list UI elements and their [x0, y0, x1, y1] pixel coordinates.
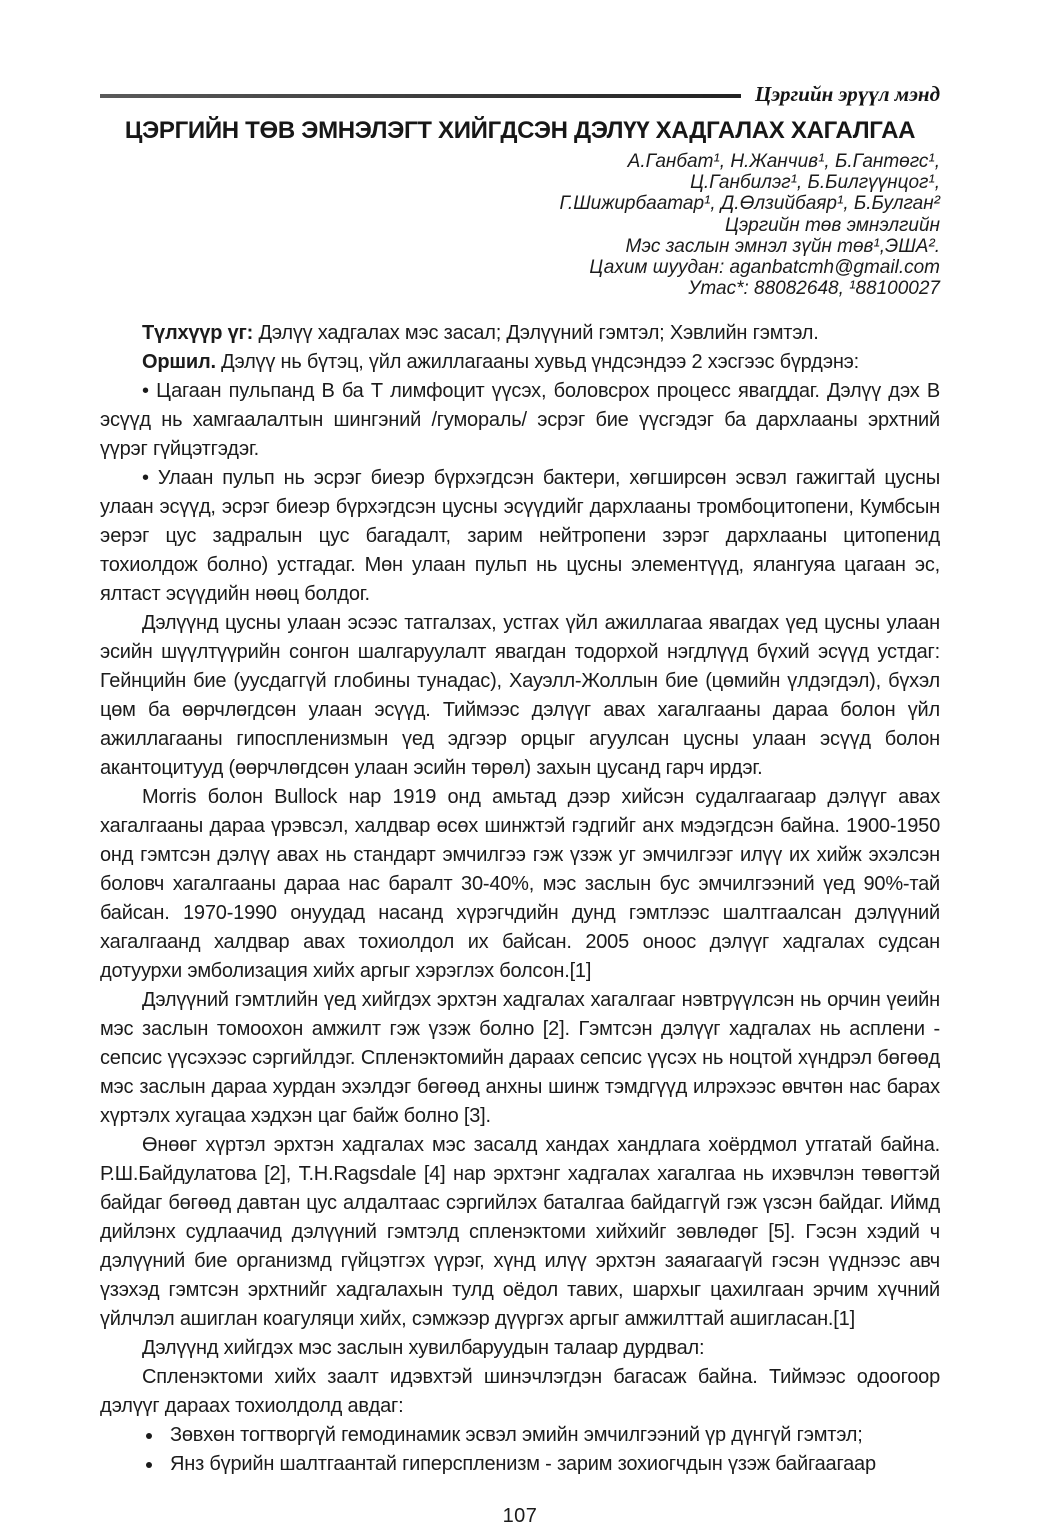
article-body — [100, 319, 940, 1479]
author-line: А.Ганбат¹, Н.Жанчив¹, Б.Гантөгс¹, — [627, 151, 940, 172]
keywords-label: Түлхүүр үг: — [142, 322, 254, 345]
journal-header — [100, 82, 940, 107]
author-line: Ц.Ганбилэг¹, Б.Билгүүнцог¹, — [690, 172, 940, 194]
affiliation-line: Мэс заслын эмнэл зүйн төв¹,ЭША². — [625, 235, 940, 257]
indication-list — [100, 1421, 940, 1479]
body-paragraph: Дэлүүнд хийгдэх мэс заслын хувилбаруудын талаар дурдвал: — [142, 1337, 705, 1360]
intro-text: Дэлүү нь бүтэц, үйл ажиллагааны хувьд үндсэндээ 2 хэсгээс бүрдэнэ: — [221, 351, 860, 374]
body-paragraph: Өнөөг хүртэл эрхтэн хадгалах мэс засалд хандах хандлага хоёрдмол утгатай байна. Р.Ш.Байдулатова [2], T.H.Ragsdale [4] нар эрхтэнг хадгалах хагалгаа нь ихэвчлэн төвөгтэй байдаг бөгөөд давтан цус алдалтаас сэргийлэх баталгаа байдаггүй гэж үзсэн байдаг. Иймд дийлэнх судлаачид дэлүүний гэмтэлд спленэктоми хийхийг зөвлөдөг [5]. Гэсэн хэдий ч дэлүүний бие организмд гүйцэтгэх үүрэг, хүнд илүү эрхтэн заяагаагүй гэсэн үүднээс авч үзэхэд гэмтсэн эрхтнийг хадгалахын тулд оёдол тавих, шархыг цахилгаан эрчим хүчний үйлчлэл ашиглан коагуляци хийх, сэмжээр дүүргэх аргыг амжилттай ашигласан.[1] — [100, 1134, 940, 1331]
body-paragraph: Дэлүүнд цусны улаан эсээс татгалзах, устгах үйл ажиллагаа явагдах үед цусны улаан эсийн шүүлтүүрийн сонгон шалгаруулалт явагдан тодорхой нэгдлүүд бүхий эсүүд устдаг: Гейнцийн бие (уусдаггүй глобины тунадас), Хауэлл-Жоллын бие (цөмийн үлдэгдэл), бүхэл цөм ба өөрчлөгдсөн улаан эсүүд. Тиймээс дэлүүг авах хагалгааны дараа болон үйл ажиллагааны гипоспленизмын үед эдгээр орцыг агуулсан цусны улаан эсүүд болон акантоцитууд (өөрчлөгдсөн улаан эсийн төрөл) захын цусанд гарч ирдэг. — [100, 612, 940, 780]
keywords-paragraph — [100, 319, 940, 348]
author-line: Г.Шижирбаатар¹, Д.Өлзийбаяр¹, Б.Булган² — [559, 193, 940, 215]
phone-line: Утас*: 88082648, ¹88100027 — [688, 278, 940, 300]
body-paragraph: Morris болон Bullock нар 1919 онд амьтад дээр хийсэн судалгаагаар дэлүүг авах хагалгааны дараа үрэвсэл, халдвар өсөх шинжтэй гэдгийг анх мэдэгдсэн байна. 1900-1950 онд гэмтсэн дэлүү авах нь стандарт эмчилгээ гэж үзэж уг эмчилгээг илүү их хийж эхэлсэн боловч хагалгааны дараа нас баралт 30-40%, мэс заслын бус эмчилгээний үед 90%-тай байсан. 1970-1990 онуудад насанд хүрэгчдийн дунд гэмтлээс шалтгаалсан дэлүүний хагалгаанд халдвар авах тохиолдол их байсан. 2005 оноос дэлүүг хадгалах судсан дотуурхи эмболизация хийх аргыг хэрэглэх болсон.[1] — [100, 786, 940, 983]
header-rule — [100, 94, 741, 98]
article-title: ЦЭРГИЙН ТӨВ ЭМНЭЛЭГТ ХИЙГДСЭН ДЭЛҮҮ ХАДГАЛАХ ХАГАЛГАА — [124, 117, 916, 144]
email-line: Цахим шуудан: aganbatcmh@gmail.com — [589, 257, 940, 279]
page-number: 107 — [502, 1505, 538, 1528]
body-paragraph: • Улаан пульп нь эсрэг биеэр бүрхэгдсэн бактери, хөгширсөн эсвэл гажигтай цусны улаан эсүүд, эсрэг биеэр бүрхэгдсэн цусны эсүүдийг дархлааны тромбоцитопени, Кумбсын эерэг цус задралын цус багадалт, зарим нейтропени зэрэг дархлааны цитопенид тохиолдож болно) устгадаг. Мөн улаан пульп нь цусны элементүүд, ялангуяа цагаан эс, ялтаст эсүүдийн нөөц болдог. — [100, 467, 940, 606]
body-paragraph: Спленэктоми хийх заалт идэвхтэй шинэчлэгдэн багасаж байна. Тиймээс одоогоор дэлүүг дараах тохиолдолд авдаг: — [100, 1366, 940, 1418]
body-paragraph: Дэлүүний гэмтлийн үед хийгдэх эрхтэн хадгалах хагалгааг нэвтрүүлсэн нь орчин үеийн мэс заслын томоохон амжилт гэж үзэж болно [2]. Гэмтсэн дэлүүг хадгалах нь асплени - сепсис үүсэхээс сэргийлдэг. Спленэктомийн дараах сепсис үүсэх нь ноцтой хүндрэл бөгөөд мэс заслын дараа хурдан эхэлдэг бөгөөд анхны шинж тэмдгүүд илрэхээс өвчтөн нас барах хүртэлх хугацаа хэдхэн цаг байж болно [3]. — [100, 989, 940, 1128]
body-paragraph: • Цагаан пульпанд В ба Т лимфоцит үүсэх, боловсрох процесс явагддаг. Дэлүү дэх В эсүүд нь хамгаалалтын шингэний /гумораль/ эсрэг бие үүсгэдэг ба дархлааны эрхтний үүрэг гүйцэтгэдэг. — [100, 380, 940, 461]
keywords-text: Дэлүү хадгалах мэс засал; Дэлүүний гэмтэл; Хэвлийн гэмтэл. — [258, 322, 819, 345]
intro-paragraph — [100, 348, 940, 377]
intro-label: Оршил. — [142, 351, 216, 374]
authors-block — [100, 151, 940, 299]
list-item: • Янз бүрийн шалтгаантай гиперспленизм - зарим зохиогчдын үзэж байгаагаар — [164, 1450, 940, 1479]
affiliation-line: Цэргийн төв эмнэлгийн — [725, 214, 940, 236]
journal-name: Цэргийн эрүүл мэнд — [755, 82, 940, 106]
list-item: • Зөвхөн тогтворгүй гемодинамик эсвэл эмийн эмчилгээний үр дүнгүй гэмтэл; — [164, 1421, 940, 1450]
